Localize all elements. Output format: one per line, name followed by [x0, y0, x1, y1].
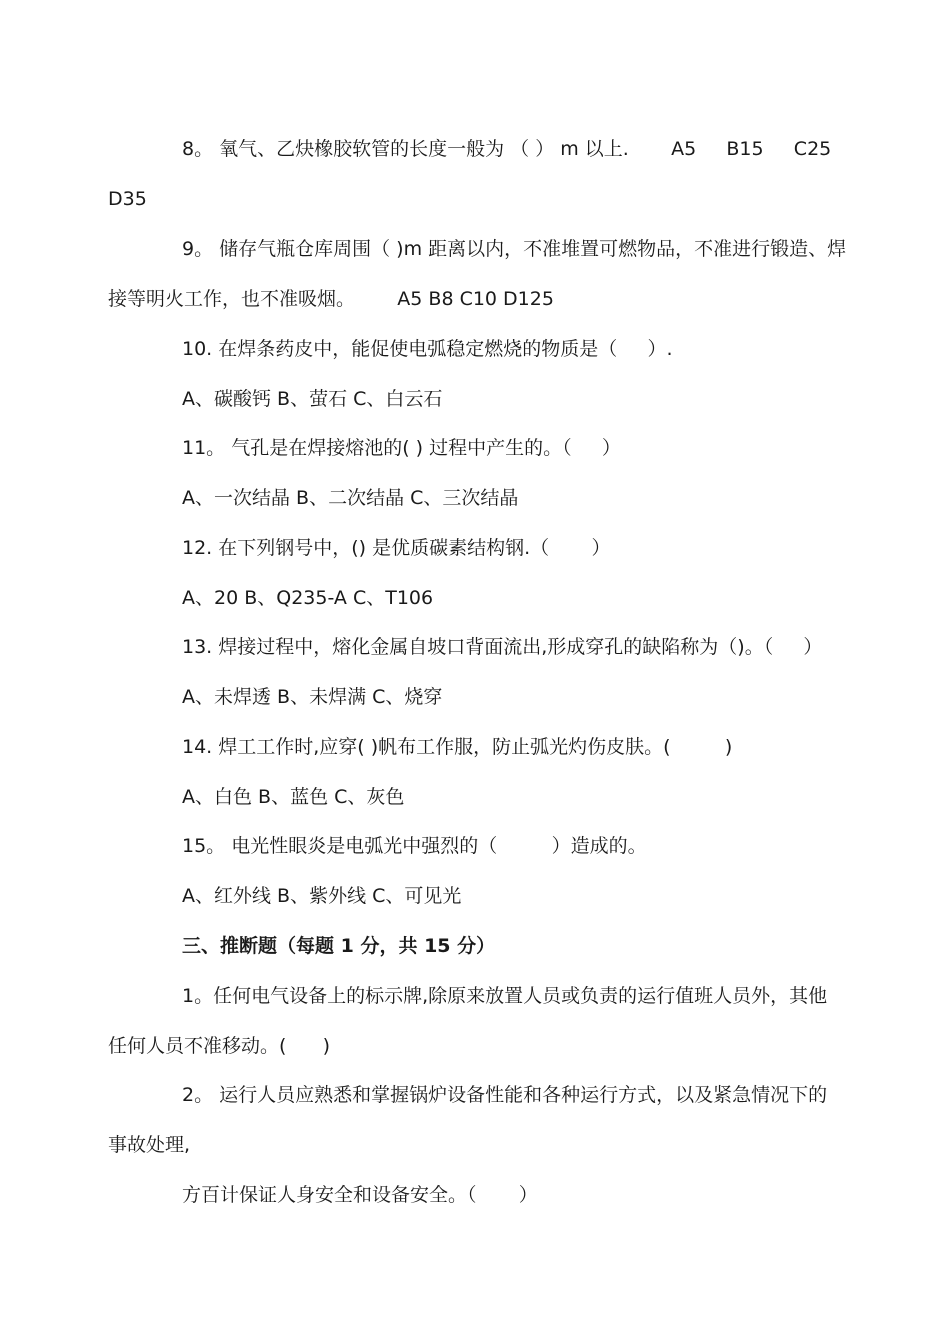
- question-11-options: A、一次结晶 B、二次结晶 C、三次结晶: [182, 487, 519, 509]
- question-8-continuation: D35: [108, 188, 147, 210]
- judgment-2-continuation: 事故处理,: [108, 1134, 191, 1156]
- question-8-text: 8。 氧气、乙炔橡胶软管的长度一般为 （ ） m 以上. A5 B15 C25: [182, 138, 832, 160]
- question-9-continuation: 接等明火工作，也不准吸烟。 A5 B8 C10 D125: [108, 288, 554, 310]
- question-12-text: 12. 在下列钢号中，() 是优质碳素结构钢.（ ）: [182, 537, 611, 559]
- question-10-options: A、碳酸钙 B、萤石 C、白云石: [182, 388, 443, 410]
- judgment-2-continuation-2: 方百计保证人身安全和设备安全。（ ）: [182, 1184, 538, 1206]
- question-9-text: 9。 储存气瓶仓库周围（ )m 距离以内，不准堆置可燃物品，不准进行锻造、焊: [182, 238, 847, 260]
- question-15-text: 15。 电光性眼炎是电弧光中强烈的（ ）造成的。: [182, 835, 647, 857]
- question-14-options: A、白色 B、蓝色 C、灰色: [182, 786, 405, 808]
- question-13-text: 13. 焊接过程中，熔化金属自坡口背面流出,形成穿孔的缺陷称为（)。（ ）: [182, 636, 823, 658]
- question-10-text: 10. 在焊条药皮中，能促使电弧稳定燃烧的物质是（ ）.: [182, 338, 673, 360]
- judgment-2-text: 2。 运行人员应熟悉和掌握锅炉设备性能和各种运行方式，以及紧急情况下的: [182, 1084, 828, 1106]
- question-15-options: A、红外线 B、紫外线 C、可见光: [182, 885, 462, 907]
- judgment-1-continuation: 任何人员不准移动。( ): [108, 1035, 331, 1057]
- question-14-text: 14. 焊工工作时,应穿( )帆布工作服，防止弧光灼伤皮肤。( ): [182, 736, 733, 758]
- question-13-options: A、未焊透 B、未焊满 C、烧穿: [182, 686, 443, 708]
- question-12-options: A、20 B、Q235-A C、T106: [182, 587, 434, 609]
- question-11-text: 11。 气孔是在焊接熔池的( ) 过程中产生的。（ ）: [182, 437, 621, 459]
- judgment-1-text: 1。任何电气设备上的标示牌,除原来放置人员或负责的运行值班人员外，其他: [182, 985, 828, 1007]
- section-heading: 三、推断题（每题 1 分，共 15 分）: [182, 935, 496, 957]
